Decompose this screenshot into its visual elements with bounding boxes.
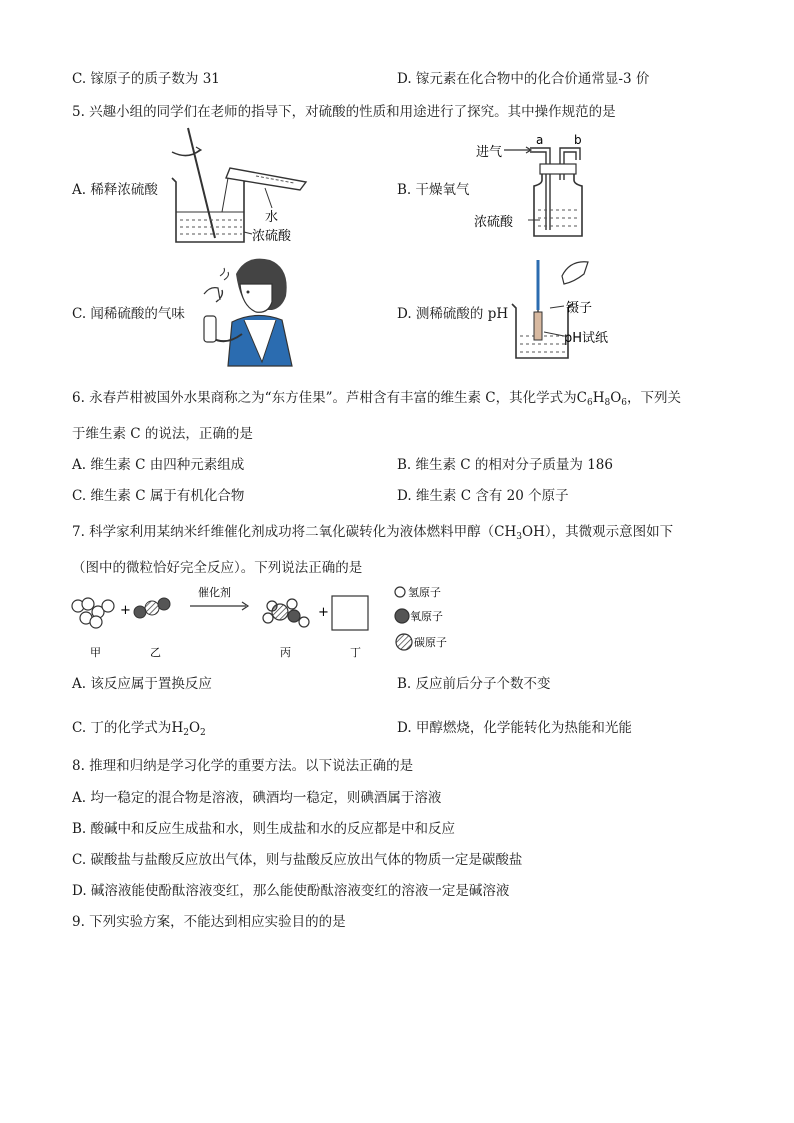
q9-stem: 9. 下列实验方案，不能达到相应实验目的的是	[72, 914, 346, 930]
carbon-atom-icon	[396, 634, 412, 650]
q7-option-b: B. 反应前后分子个数不变	[397, 676, 551, 692]
peroxide-formula: $H_2O_2$	[171, 720, 206, 738]
svg-text:氧原子: 氧原子	[410, 610, 443, 623]
q4-option-c: C. 镓原子的质子数为 31	[72, 71, 220, 87]
q6-stem-line2: 于维生素 C 的说法，正确的是	[72, 426, 253, 442]
q5-option-c: C. 闻稀硫酸的气味	[72, 306, 185, 322]
q6-option-b: B. 维生素 C 的相对分子质量为 186	[397, 457, 613, 473]
q7-option-a: A. 该反应属于置换反应	[72, 676, 212, 692]
q5-stem: 5. 兴趣小组的同学们在老师的指导下，对硫酸的性质和用途进行了探究。其中操作规范的是	[72, 104, 616, 120]
q5-option-d: D. 测稀硫酸的 pH	[397, 306, 509, 322]
dilution-figure	[160, 126, 320, 250]
hydrogen-atom-icon	[395, 587, 405, 597]
bottle-acid-label: 浓硫酸	[474, 215, 514, 230]
q7-stem-line1: 7. 科学家利用某纳米纤维催化剂成功将二氧化碳转化为液体燃料甲醇$(CH_3OH)$，其微观示意图如下	[72, 524, 674, 542]
methanol-formula: $CH_3OH$	[494, 524, 545, 542]
svg-text:氢原子: 氢原子	[408, 586, 441, 599]
atom-legend	[392, 584, 472, 656]
label-ding: 丁	[350, 646, 361, 659]
smelling-student-figure	[196, 250, 296, 368]
q7-option-d: D. 甲醇燃烧，化学能转化为热能和光能	[397, 720, 632, 736]
q6-option-c: C. 维生素 C 属于有机化合物	[72, 488, 245, 504]
q5-option-a: A. 稀释浓硫酸	[72, 182, 158, 198]
gas-in-label: 进气	[476, 145, 503, 160]
label-jia: 甲	[90, 646, 101, 659]
tweezers-label: 镊子	[566, 301, 593, 316]
water-label: 水	[265, 210, 279, 225]
vitamin-c-formula: $C_6H_8O_6$	[576, 390, 628, 408]
q8-option-a: A. 均一稳定的混合物是溶液，碘酒均一稳定，则碘酒属于溶液	[72, 790, 442, 806]
catalyst-label: 催化剂	[198, 586, 231, 599]
tube-a-label: a	[536, 133, 544, 147]
q5-option-b: B. 干燥氧气	[397, 182, 470, 198]
svg-text:+: +	[318, 605, 329, 620]
svg-text:碳原子: 碳原子	[414, 636, 447, 649]
q8-option-c: C. 碳酸盐与盐酸反应放出气体，则与盐酸反应放出气体的物质一定是碳酸盐	[72, 852, 523, 868]
tube-b-label: b	[574, 133, 582, 147]
q8-stem: 8. 推理和归纳是学习化学的重要方法。以下说法正确的是	[72, 758, 414, 774]
q6-option-d: D. 维生素 C 含有 20 个原子	[397, 488, 569, 504]
q8-option-d: D. 碱溶液能使酚酞溶液变红，那么能使酚酞溶液变红的溶液一定是碱溶液	[72, 883, 510, 899]
product-ding-box	[332, 596, 368, 630]
acid-label: 浓硫酸	[252, 229, 292, 244]
ph-test-figure	[508, 256, 638, 364]
drying-bottle-figure	[470, 130, 620, 242]
label-bing: 丙	[280, 646, 291, 659]
oxygen-atom-icon	[395, 609, 409, 623]
svg-text:+: +	[120, 603, 131, 618]
q4-option-d: D. 镓元素在化合物中的化合价通常显-3 价	[397, 71, 650, 87]
q7-option-c: C. 丁的化学式为$H_2O_2$	[72, 720, 206, 738]
ph-paper-label: pH试纸	[564, 331, 609, 346]
q6-option-a: A. 维生素 C 由四种元素组成	[72, 457, 245, 473]
q6-stem-line1: 6. 永春芦柑被国外水果商称之为“东方佳果”。芦柑含有丰富的维生素 C，其化学式为$C_6H_8O_6$，下列关	[72, 390, 682, 408]
q7-stem-line2: （图中的微粒恰好完全反应）。下列说法正确的是	[72, 560, 363, 576]
q8-option-b: B. 酸碱中和反应生成盐和水，则生成盐和水的反应都是中和反应	[72, 821, 456, 837]
label-yi: 乙	[150, 646, 161, 659]
